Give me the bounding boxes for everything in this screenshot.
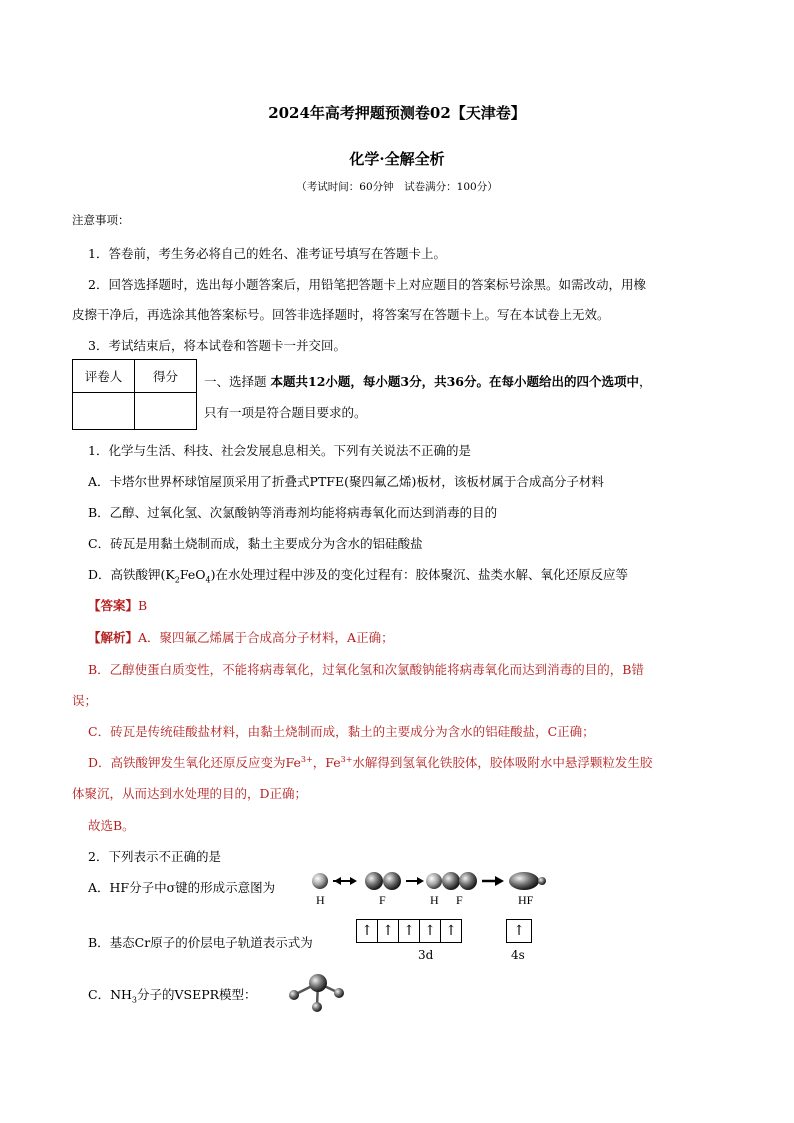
score-table-reviewer-cell bbox=[73, 393, 135, 430]
q1-option-b: B．乙醇、过氧化氢、次氯酸钠等消毒剂均能将病毒氧化而达到消毒的目的 bbox=[88, 505, 498, 520]
f-orbital-lobe-2 bbox=[383, 872, 401, 890]
q1-answer-value: B bbox=[138, 598, 148, 613]
approach-arrow-head bbox=[350, 877, 357, 885]
q2-option-c-pre: C．NH bbox=[88, 987, 132, 1002]
q1-answer bbox=[88, 596, 147, 614]
q1-analysis-c: C．砖瓦是传统硅酸盐材料，由黏土烧制而成，黏土的主要成分为含水的铝硅酸盐，C正确； bbox=[88, 724, 595, 739]
q1-analysis-d1-mid: ，Fe bbox=[312, 755, 341, 770]
q1-analysis-label: 【解析】 bbox=[88, 630, 139, 645]
bonded-atom-left bbox=[289, 990, 299, 1000]
f-orbital-overlap-2 bbox=[459, 872, 477, 890]
orbital-4s-box: ↑ bbox=[506, 919, 532, 943]
reaction-arrow-head bbox=[417, 877, 424, 885]
orbital-3d-box-1: ↑ bbox=[356, 919, 378, 943]
q1-analysis-d1-sup2: 3+ bbox=[340, 754, 353, 764]
q1-option-d-sub1: 2 bbox=[174, 575, 180, 585]
central-atom-shape bbox=[309, 974, 327, 992]
orbital-diagram-3d bbox=[356, 919, 461, 943]
page-title: 2024年高考押题预测卷02【天津卷】 bbox=[268, 104, 526, 122]
orbital-diagram-4s bbox=[506, 919, 531, 943]
q1-option-d-mid: FeO bbox=[179, 567, 206, 582]
orbital-3d-box-3: ↑ bbox=[398, 919, 420, 943]
bonded-atom-right bbox=[334, 988, 344, 998]
q1-analysis-d1-pre: D．高铁酸钾发生氧化还原反应变为Fe bbox=[88, 755, 301, 770]
notice-item-1: 1．答卷前，考生务必将自己的姓名、准考证号填写在答题卡上。 bbox=[88, 246, 446, 261]
sigma-bond-diagram bbox=[306, 866, 556, 910]
q1-option-a: A．卡塔尔世界杯球馆屋顶采用了折叠式PTFE(聚四氟乙烯)板材，该板材属于合成高分子材料 bbox=[88, 474, 604, 489]
q2-option-c bbox=[88, 985, 257, 1003]
label-hf: HF bbox=[518, 893, 534, 907]
notice-item-2: 2．回答选择题时，选出每小题答案后，用铅笔把答题卡上对应题目的答案标号涂黑。如需改动，用橡 bbox=[88, 277, 646, 292]
notice-item-2-cont: 皮擦干净后，再选涂其他答案标号。回答非选择题时，将答案写在答题卡上。写在本试卷上无效。 bbox=[72, 307, 610, 322]
q2-option-c-post: 分子的VSEPR模型： bbox=[137, 987, 257, 1002]
label-3d: 3d bbox=[418, 948, 434, 962]
q2-option-c-sub: 3 bbox=[131, 995, 137, 1005]
h-atom-overlap bbox=[426, 873, 442, 889]
q2-option-a: A．HF分子中σ键的形成示意图为 bbox=[88, 880, 276, 895]
score-table-score-cell bbox=[135, 393, 197, 430]
label-4s: 4s bbox=[511, 948, 525, 962]
q1-option-c: C．砖瓦是用黏土烧制而成，黏土主要成分为含水的铝硅酸盐 bbox=[88, 536, 423, 551]
q1-analysis-b2: 误； bbox=[72, 693, 98, 708]
f-orbital-overlap-1 bbox=[442, 872, 460, 890]
q1-analysis-b1: B．乙醇使蛋白质变性，不能将病毒氧化，过氧化氢和次氯酸钠能将病毒氧化而达到消毒的目的，B错 bbox=[88, 662, 644, 677]
section-heading-four-options: 四个选项中 bbox=[576, 374, 640, 389]
q1-option-d-post: )在水处理过程中涉及的变化过程有：胶体聚沉、盐类水解、氧化还原反应等 bbox=[210, 567, 628, 582]
vsepr-model-diagram bbox=[284, 970, 350, 1016]
orbital-3d-box-2: ↑ bbox=[377, 919, 399, 943]
hf-small-lobe bbox=[538, 877, 546, 885]
label-f-2: F bbox=[456, 893, 463, 907]
hf-sigma-bond-shape bbox=[509, 872, 539, 890]
q1-analysis-a bbox=[88, 628, 394, 646]
q1-stem: 1．化学与生活、科技、社会发展息息相关。下列有关说法不正确的是 bbox=[88, 443, 471, 458]
h-atom-shape bbox=[312, 873, 328, 889]
label-h-2: H bbox=[430, 893, 439, 907]
section-heading-label: 一、选择题 bbox=[204, 374, 267, 389]
section-heading-desc: 本题共12小题，每小题3分，共36分。在每小题给出的 bbox=[270, 374, 577, 389]
q1-answer-label: 【答案】 bbox=[88, 598, 139, 613]
result-arrow-head bbox=[495, 876, 504, 886]
q1-conclusion: 故选B。 bbox=[88, 818, 135, 833]
exam-info: （考试时间：60分钟 试卷满分：100分） bbox=[296, 181, 498, 193]
q1-analysis-d1-sup1: 3+ bbox=[300, 754, 313, 764]
q2-option-b: B．基态Cr原子的价层电子轨道表示式为 bbox=[88, 935, 313, 950]
q1-analysis-a-text: A．聚四氟乙烯属于合成高分子材料，A正确； bbox=[138, 630, 394, 645]
bonded-atom-bottom bbox=[312, 1002, 322, 1012]
orbital-3d-box-5: ↑ bbox=[440, 919, 462, 943]
q1-analysis-d2: 体聚沉，从而达到水处理的目的，D正确； bbox=[72, 786, 308, 801]
label-h-1: H bbox=[316, 893, 325, 907]
q1-option-d-sub2: 4 bbox=[205, 575, 211, 585]
notice-item-3: 3．考试结束后，将本试卷和答题卡一并交回。 bbox=[88, 338, 346, 353]
score-table bbox=[72, 359, 197, 430]
section-heading-line1 bbox=[204, 372, 652, 390]
notice-heading: 注意事项： bbox=[72, 213, 130, 227]
score-table-reviewer-header: 评卷人 bbox=[73, 360, 135, 393]
score-table-score-header: 得分 bbox=[135, 360, 197, 393]
q1-analysis-d1 bbox=[88, 753, 652, 771]
orbital-3d-box-4: ↑ bbox=[419, 919, 441, 943]
label-f-1: F bbox=[379, 893, 386, 907]
section-heading-comma: ， bbox=[639, 374, 652, 389]
q1-analysis-d1-post: 水解得到氢氧化铁胶体，胶体吸附水中悬浮颗粒发生胶 bbox=[352, 755, 653, 770]
q2-stem: 2．下列表示不正确的是 bbox=[88, 849, 221, 864]
page-subtitle: 化学·全解全析 bbox=[349, 150, 445, 168]
f-orbital-lobe-1 bbox=[365, 872, 383, 890]
q1-option-d bbox=[88, 565, 628, 583]
q1-option-d-pre: D．高铁酸钾(K bbox=[88, 567, 175, 582]
section-heading-line2: 只有一项是符合题目要求的。 bbox=[204, 405, 367, 420]
approach-arrow-tail bbox=[334, 877, 341, 885]
